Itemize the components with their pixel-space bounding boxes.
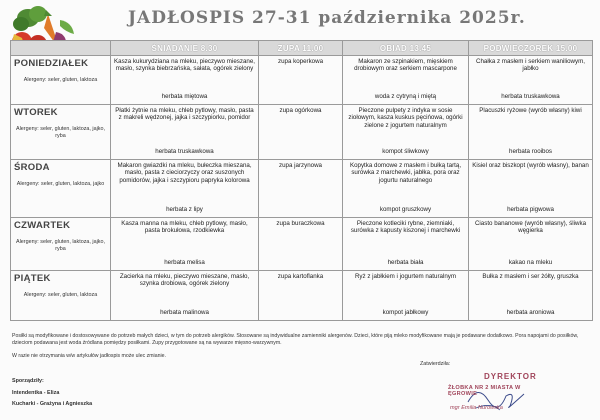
breakfast-text: Makaron gwiazdki na mleku, bułeczka mieszana, masło, pasta z cieciorzyczy oraz suszonych pomidorów, jajka i szczypioru papryka kolorowa <box>117 162 252 184</box>
dinner-text: Pieczone kotleciki rybne, ziemniaki, surówka z kapusty kiszonej i marchewki <box>350 220 461 235</box>
soup-text: zupa koperkowa <box>277 58 324 65</box>
day-row-friday <box>11 271 593 321</box>
footnote-modifications: Posiłki są modyfikowane i dostosowywane do potrzeb małych dzieci, w tym do potrzeb alergików. Stosowane są indywidualne zamienniki alergenów. Dzieci, które piją mleko modyfikowane mają je podawane dodatkowo. Pora napojami do posiłków, dzieciom podawana jest woda źródlana pomiędzy posiłkami. Zupy przygotowane są na wywarze mięsno-warzywnym. <box>12 333 579 346</box>
dinner-text: Ryż z jabłkiem i jogurtem naturalnym <box>354 273 457 280</box>
allergens: Alergeny: seler, gluten, laktoza, jajko, ryba <box>16 126 105 139</box>
day-row-thursday <box>11 218 593 271</box>
snack-drink: kakao na mleku <box>508 258 553 266</box>
header-soup: ZUPA 11.00 <box>259 41 343 56</box>
prepared-label: Sporządziły: <box>12 378 44 384</box>
day-cell <box>11 160 111 218</box>
dinner-drink: kompot śliwkowy <box>382 147 429 155</box>
footnotes <box>12 333 590 360</box>
snack-text: Ciasto bananowe (wyrób własny), śliwka węgierka <box>474 220 587 235</box>
soup-text: zupa jarzynowa <box>279 162 322 169</box>
snack-drink: herbata aroniowa <box>506 308 555 316</box>
breakfast-drink: herbata truskawkowa <box>155 147 214 155</box>
dinner-text: Kopytka domowe z masłem i bułką tartą, surówka z marchewki, jabłka, pora oraz jogurtu naturalnego <box>349 162 462 184</box>
breakfast-cell <box>111 105 259 160</box>
header-dinner: OBIAD 13.45 <box>343 41 469 56</box>
snack-cell <box>469 271 593 321</box>
day-name: ŚRODA <box>14 162 50 173</box>
page-title: JADŁOSPIS 27-31 października 2025r. <box>128 8 526 28</box>
breakfast-drink: herbata miętowa <box>161 92 208 100</box>
footnote-change: W razie nie otrzymania w/w artykułów jadłospis może ulec zmianie. <box>12 353 166 359</box>
day-row-wednesday <box>11 160 593 218</box>
dinner-cell <box>343 105 469 160</box>
dinner-cell <box>343 160 469 218</box>
allergens: Alergeny: seler, gluten, laktoza <box>23 292 98 299</box>
snack-drink: herbata rooibos <box>509 147 552 155</box>
breakfast-cell <box>111 218 259 271</box>
snack-drink: herbata pigwowa <box>507 205 554 213</box>
breakfast-cell <box>111 56 259 105</box>
breakfast-cell <box>111 160 259 218</box>
approval-label: Zatwierdziła: <box>420 361 451 367</box>
day-name: CZWARTEK <box>14 220 71 231</box>
dinner-drink: kompot jabłkowy <box>382 308 429 316</box>
day-name: WTOREK <box>14 107 58 118</box>
snack-cell <box>469 218 593 271</box>
dinner-text: Makaron ze szpinakiem, mięskiem drobiowym oraz serkiem mascarpone <box>354 58 457 73</box>
snack-text: Kisiel oraz biszkopt (wyrób własny), banan <box>472 162 589 169</box>
soup-cell <box>259 105 343 160</box>
header-row <box>11 41 593 56</box>
allergens: Alergeny: seler, gluten, laktoza <box>23 77 98 84</box>
soup-text: zupa kartoflanka <box>277 273 324 280</box>
allergens: Alergeny: seler, gluten, laktoza, jajko <box>16 181 105 188</box>
cooks-names: Kucharki - Grażyna i Agnieszka <box>12 401 93 407</box>
dinner-text: Pieczone pulpety z indyka w sosie ziołowym, kasza kuskus pęcińowa, ogórki zielone z jogurtem naturalnym <box>348 107 463 129</box>
breakfast-drink: herbata malinowa <box>160 308 209 316</box>
snack-cell <box>469 56 593 105</box>
soup-cell <box>259 271 343 321</box>
breakfast-drink: herbata z lipy <box>166 205 203 213</box>
header-day <box>11 41 111 56</box>
breakfast-cell <box>111 271 259 321</box>
soup-cell <box>259 56 343 105</box>
snack-text: Placuszki ryżowe (wyrób własny) kiwi <box>479 107 582 114</box>
dinner-cell <box>343 271 469 321</box>
intendent-name: Intendentka - Eliza <box>12 389 60 396</box>
snack-cell <box>469 105 593 160</box>
stamp-head: DYREKTOR <box>484 372 537 381</box>
breakfast-drink: herbata melisa <box>164 258 205 266</box>
dinner-drink: herbata biała <box>387 258 424 266</box>
day-cell <box>11 271 111 321</box>
header-breakfast: ŚNIADANIE 8.30 <box>111 41 259 56</box>
breakfast-text: Kasza kukurydziana na mleku, pieczywo mieszane, masło, szynka biebrzańska, sałata, ogórek zielony <box>114 58 256 73</box>
soup-cell <box>259 218 343 271</box>
dinner-drink: kompot gruszkowy <box>379 205 432 213</box>
header-snack: PODWIECZOREK 15.00 <box>469 41 593 56</box>
snack-drink: herbata truskawkowa <box>501 92 560 100</box>
snack-text: Chałka z masłem i serkiem waniliowym, jabłko <box>476 58 585 73</box>
dinner-cell <box>343 218 469 271</box>
day-row-monday <box>11 56 593 105</box>
day-row-tuesday <box>11 105 593 160</box>
breakfast-text: Płatki żytnie na mleku, chleb pytlowy, masło, pasta z makreli wędzonej, jajka i szczypiorku, pomidor <box>115 107 254 122</box>
dinner-cell <box>343 56 469 105</box>
soup-text: zupa buraczkowa <box>276 220 325 227</box>
breakfast-text: Kasza manna na mleku, chleb pytlowy, masło, pasta brokułowa, rzodkiewka <box>121 220 248 235</box>
menu-table <box>10 40 593 321</box>
soup-cell <box>259 160 343 218</box>
day-name: PIĄTEK <box>14 273 51 284</box>
day-cell <box>11 56 111 105</box>
stamp-director-name: mgr Emilia Nurowska <box>450 405 503 411</box>
director-stamp <box>446 372 546 416</box>
breakfast-text: Zacierka na mleku, pieczywo mieszane, masło, szynka drobiowa, ogórek zielony <box>119 273 250 288</box>
snack-text: Bułka z masłem i ser żółty, gruszka <box>482 273 579 280</box>
snack-cell <box>469 160 593 218</box>
day-name: PONIEDZIAŁEK <box>14 58 89 69</box>
day-cell <box>11 105 111 160</box>
stamp-institution: ŻŁOBKA NR 2 MIASTA W ĘGROWIE <box>448 385 521 397</box>
allergens: Alergeny: seler, gluten, laktoza, jajko, ryba <box>16 239 105 252</box>
prepared-by <box>12 378 92 413</box>
dinner-drink: woda z cytryną i miętą <box>374 92 437 100</box>
day-cell <box>11 218 111 271</box>
soup-text: zupa ogórkowa <box>279 107 322 114</box>
